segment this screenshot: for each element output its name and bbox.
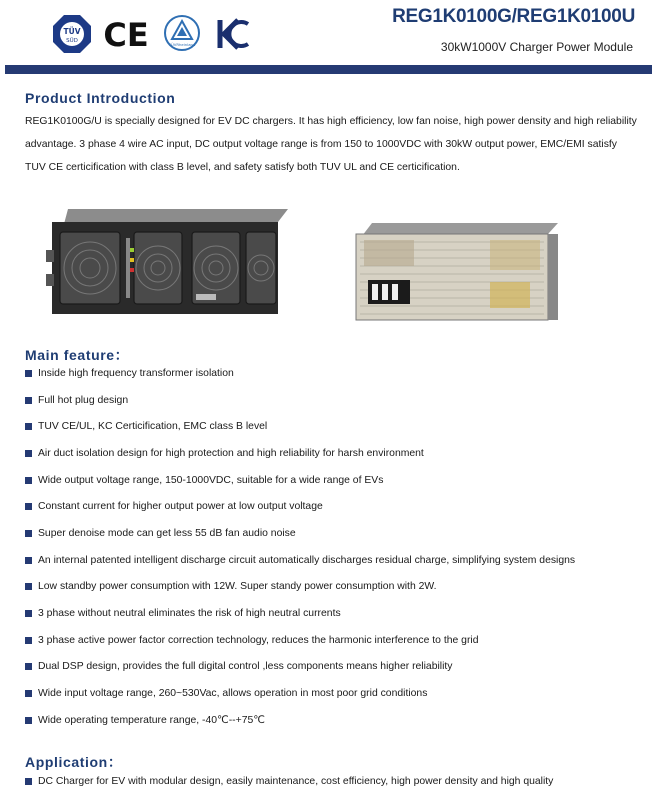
square-bullet-icon (25, 778, 32, 785)
square-bullet-icon (25, 663, 32, 670)
svg-text:CE: CE (103, 16, 149, 54)
list-item: 3 phase active power factor correction technology, reduces the harmonic interference to the grid (25, 627, 575, 654)
svg-text:TÜVRheinland: TÜVRheinland (168, 42, 196, 47)
list-item: An internal patented intelligent discharge circuit automatically discharges residual charge, simplifying system designs (25, 547, 575, 574)
list-item: Low standby power consumption with 12W. Super standy power consumption with 2W. (25, 574, 575, 601)
header-divider-bar (5, 65, 652, 74)
list-item: Wide input voltage range, 260~530Vac, allows operation in most poor grid conditions (25, 680, 575, 707)
square-bullet-icon (25, 610, 32, 617)
list-item: TUV CE/UL, KC Certicification, EMC class B level (25, 413, 575, 440)
square-bullet-icon (25, 423, 32, 430)
square-bullet-icon (25, 690, 32, 697)
list-item: DC Charger for EV with modular design, easily maintenance, cost efficiency, high power density and high quality (25, 776, 553, 787)
tuv-sud-logo (52, 14, 92, 54)
square-bullet-icon (25, 503, 32, 510)
list-item: Super denoise mode can get less 55 dB fan audio noise (25, 520, 575, 547)
list-item: Dual DSP design, provides the full digital control ,less components means higher reliability (25, 654, 575, 681)
square-bullet-icon (25, 477, 32, 484)
square-bullet-icon (25, 397, 32, 404)
list-item: Wide operating temperature range, -40℃--+75℃ (25, 707, 575, 734)
square-bullet-icon (25, 530, 32, 537)
product-front-photo (46, 208, 290, 316)
list-item: 3 phase without neutral eliminates the risk of high neutral currents (25, 600, 575, 627)
square-bullet-icon (25, 717, 32, 724)
intro-text: REG1K0100G/U is specially designed for EV DC chargers. It has high efficiency, low fan noise, high power density and high reliability advantage. 3 phase 4 wire AC input, DC output voltage range is from 150 to 1000VDC with 30kW output power, EMC/EMI satisfy TUV CE certicification with class B level, and safety satisfy both TUV UL and CE certicification. (25, 116, 637, 173)
svg-text:TÜV: TÜV (63, 27, 81, 36)
square-bullet-icon (25, 370, 32, 377)
ce-mark (100, 14, 152, 54)
list-item: Full hot plug design (25, 387, 575, 414)
square-bullet-icon (25, 637, 32, 644)
kc-mark (212, 14, 252, 54)
tuv-rheinland-logo (160, 14, 204, 54)
square-bullet-icon (25, 557, 32, 564)
features-heading: Main feature： (25, 347, 130, 363)
square-bullet-icon (25, 450, 32, 457)
page-title: REG1K0100G/REG1K0100U (392, 6, 635, 27)
svg-text:SÜD: SÜD (66, 38, 78, 44)
intro-heading: Product Introduction (25, 90, 176, 106)
certification-logos (52, 12, 252, 56)
square-bullet-icon (25, 583, 32, 590)
application-heading: Application： (25, 754, 123, 770)
list-item: Wide output voltage range, 150-1000VDC, suitable for a wide range of EVs (25, 467, 575, 494)
feature-list (25, 360, 575, 734)
list-item: Inside high frequency transformer isolation (25, 360, 575, 387)
page-subtitle: 30kW1000V Charger Power Module (440, 40, 633, 54)
list-item: Constant current for higher output power at low output voltage (25, 493, 575, 520)
product-rear-photo (350, 222, 560, 324)
list-item: Air duct isolation design for high protection and high reliability for harsh environment (25, 440, 575, 467)
